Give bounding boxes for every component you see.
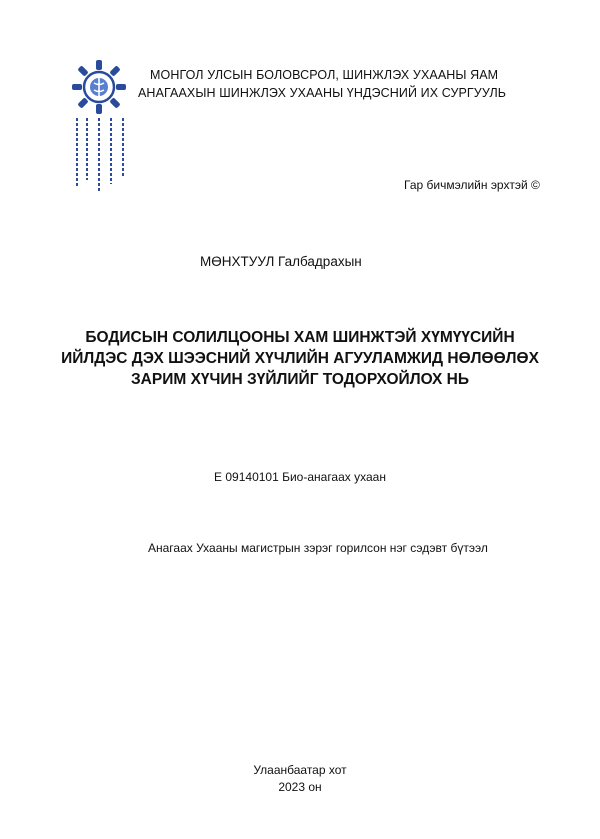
place-and-year <box>0 762 600 796</box>
thesis-title-line-1: БОДИСЫН СОЛИЛЦООНЫ ХАМ ШИНЖТЭЙ ХҮМҮҮСИЙН <box>85 329 515 346</box>
city-name: Улаанбаатар хот <box>253 763 347 777</box>
specialty-code: E 09140101 Био-анагаах ухаан <box>214 470 386 484</box>
university-logo-icon <box>70 58 128 116</box>
ministry-name: МОНГОЛ УЛСЫН БОЛОВСРОЛ, ШИНЖЛЭХ УХААНЫ ЯАМ <box>150 68 499 82</box>
university-name: АНАГААХЫН ШИНЖЛЭХ УХААНЫ ҮНДЭСНИЙ ИХ СУРГУУЛЬ <box>138 86 507 100</box>
mongolian-script-logo-icon <box>72 118 134 198</box>
degree-description: Анагаах Ухааны магистрын зэрэг горилсон нэг сэдэвт бүтээл <box>148 541 488 555</box>
thesis-title-line-3: ЗАРИМ ХҮЧИН ЗҮЙЛИЙГ ТОДОРХОЙЛОХ НЬ <box>130 371 470 388</box>
author-name: МӨНХТУУЛ Галбадрахын <box>200 254 362 269</box>
thesis-title <box>40 327 560 390</box>
copyright-notice: Гар бичмэлийн эрхтэй © <box>404 178 540 192</box>
year: 2023 он <box>278 780 322 794</box>
thesis-title-line-2: ИЙЛДЭС ДЭХ ШЭЭСНИЙ ХҮЧЛИЙН АГУУЛАМЖИД НӨЛӨӨЛӨХ <box>61 350 539 367</box>
